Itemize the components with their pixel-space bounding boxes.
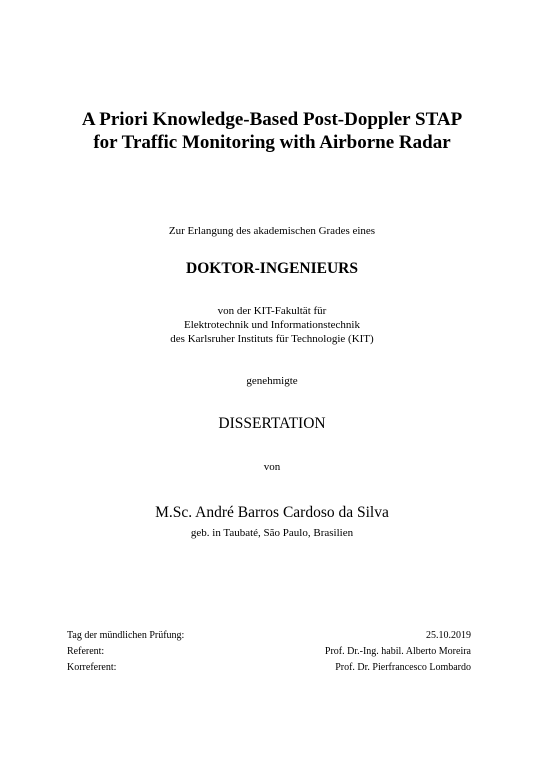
korreferent-label: Korreferent: [67, 662, 117, 673]
exam-info-table [67, 628, 471, 676]
exam-date-value: 25.10.2019 [426, 630, 471, 641]
faculty-line-1: von der KIT-Fakultät für [217, 305, 327, 317]
referent-row [67, 644, 471, 660]
approved-label: genehmigte [246, 375, 298, 387]
korreferent-value: Prof. Dr. Pierfrancesco Lombardo [335, 662, 471, 673]
author-birthplace: geb. in Taubaté, São Paulo, Brasilien [190, 527, 354, 539]
title-line-1: A Priori Knowledge-Based Post-Doppler STAP [81, 109, 463, 130]
title-line-2: for Traffic Monitoring with Airborne Radar [93, 132, 451, 153]
degree-intro: Zur Erlangung des akademischen Grades eines [168, 225, 376, 237]
dissertation-title [0, 108, 544, 154]
korreferent-row [67, 660, 471, 676]
document-type: DISSERTATION [218, 415, 326, 432]
referent-value: Prof. Dr.-Ing. habil. Alberto Moreira [324, 646, 471, 657]
faculty-line-2: Elektrotechnik und Informationstechnik [184, 319, 360, 331]
degree-name: DOKTOR-INGENIEURS [186, 260, 358, 277]
referent-label: Referent: [67, 646, 105, 657]
author-name: M.Sc. André Barros Cardoso da Silva [155, 504, 389, 521]
exam-date-label: Tag der mündlichen Prüfung: [67, 630, 185, 641]
exam-date-row [67, 628, 471, 644]
faculty-block [0, 304, 544, 346]
by-label: von [263, 461, 281, 473]
faculty-line-3: des Karlsruher Instituts für Technologie (KIT) [170, 333, 374, 345]
